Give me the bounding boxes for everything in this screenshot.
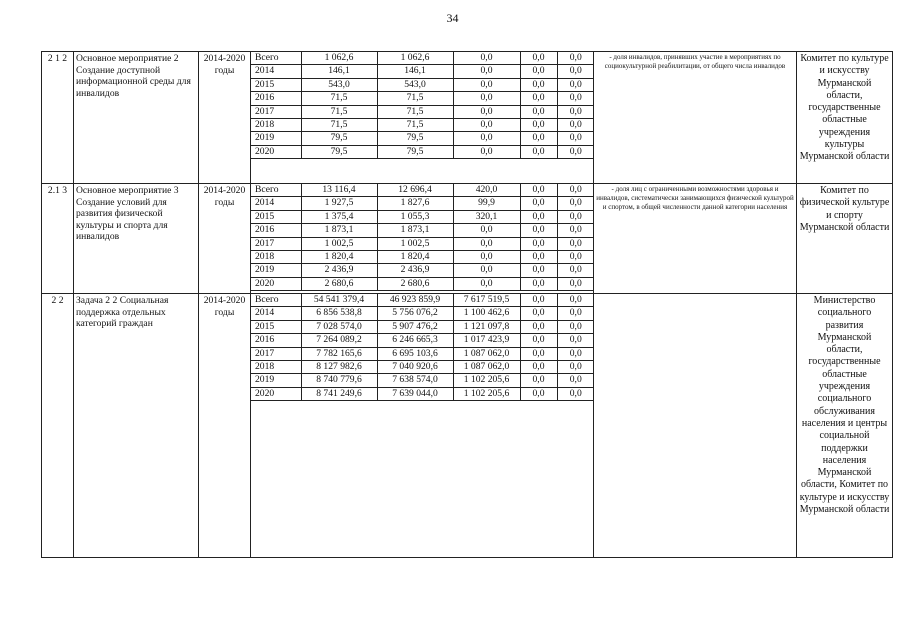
federal-budget-cell: 0,0 (453, 52, 520, 65)
section-code: 2 1 2 (42, 52, 74, 184)
indicator-text: - доля лиц с ограниченными возможностями здоровья и инвалидов, систематически занимающихся физической культурой и спортом, в общей численности данной категории населения (594, 184, 797, 294)
year-cell: 2016 (251, 334, 301, 347)
total-cell: 543,0 (301, 78, 377, 91)
section-code: 2 2 (42, 294, 74, 558)
total-cell: 6 856 538,8 (301, 307, 377, 320)
other-sources-cell: 0,0 (557, 119, 594, 132)
local-budget-cell: 0,0 (520, 105, 557, 118)
year-cell: Всего (251, 294, 301, 307)
section-period: 2014-2020 годы (199, 184, 251, 294)
local-budget-cell: 0,0 (520, 132, 557, 145)
financing-row (251, 224, 594, 237)
financing-row (251, 65, 594, 78)
regional-budget-cell: 1 820,4 (377, 251, 453, 264)
total-cell: 146,1 (301, 65, 377, 78)
federal-budget-cell: 420,0 (453, 184, 520, 197)
section-name: Задача 2 2 Социальная поддержка отдельных категорий граждан (74, 294, 199, 558)
local-budget-cell: 0,0 (520, 387, 557, 400)
federal-budget-cell: 1 102 205,6 (453, 387, 520, 400)
total-cell: 13 116,4 (301, 184, 377, 197)
federal-budget-cell: 99,9 (453, 197, 520, 210)
year-cell: 2015 (251, 320, 301, 333)
year-cell: 2018 (251, 119, 301, 132)
year-cell: 2019 (251, 132, 301, 145)
regional-budget-cell: 5 756 076,2 (377, 307, 453, 320)
local-budget-cell: 0,0 (520, 119, 557, 132)
local-budget-cell: 0,0 (520, 237, 557, 250)
regional-budget-cell: 71,5 (377, 119, 453, 132)
year-cell: 2014 (251, 307, 301, 320)
regional-budget-cell: 1 062,6 (377, 52, 453, 65)
financing-row (251, 387, 594, 400)
financing-table (251, 294, 594, 401)
local-budget-cell: 0,0 (520, 92, 557, 105)
year-cell: 2014 (251, 197, 301, 210)
other-sources-cell: 0,0 (557, 210, 594, 223)
federal-budget-cell: 0,0 (453, 105, 520, 118)
financing-cell (251, 294, 594, 558)
federal-budget-cell: 0,0 (453, 237, 520, 250)
regional-budget-cell: 46 923 859,9 (377, 294, 453, 307)
regional-budget-cell: 79,5 (377, 145, 453, 158)
year-cell: 2016 (251, 224, 301, 237)
executor-text: Комитет по культуре и искусству Мурманской области, государственные областные учреждения культуры Мурманской области (797, 52, 893, 184)
other-sources-cell: 0,0 (557, 224, 594, 237)
federal-budget-cell: 0,0 (453, 251, 520, 264)
other-sources-cell: 0,0 (557, 264, 594, 277)
financing-row (251, 237, 594, 250)
year-cell: Всего (251, 52, 301, 65)
other-sources-cell: 0,0 (557, 251, 594, 264)
financing-row (251, 119, 594, 132)
total-cell: 71,5 (301, 119, 377, 132)
year-cell: 2016 (251, 92, 301, 105)
financing-row (251, 197, 594, 210)
regional-budget-cell: 6 695 103,6 (377, 347, 453, 360)
total-cell: 79,5 (301, 132, 377, 145)
other-sources-cell: 0,0 (557, 294, 594, 307)
financing-row (251, 334, 594, 347)
regional-budget-cell: 2 436,9 (377, 264, 453, 277)
local-budget-cell: 0,0 (520, 78, 557, 91)
year-cell: Всего (251, 184, 301, 197)
local-budget-cell: 0,0 (520, 374, 557, 387)
total-cell: 1 820,4 (301, 251, 377, 264)
year-cell: 2018 (251, 251, 301, 264)
regional-budget-cell: 1 873,1 (377, 224, 453, 237)
local-budget-cell: 0,0 (520, 347, 557, 360)
federal-budget-cell: 1 087 062,0 (453, 347, 520, 360)
financing-row (251, 347, 594, 360)
federal-budget-cell: 0,0 (453, 224, 520, 237)
regional-budget-cell: 71,5 (377, 92, 453, 105)
local-budget-cell: 0,0 (520, 277, 557, 290)
financing-row (251, 294, 594, 307)
total-cell: 7 782 165,6 (301, 347, 377, 360)
federal-budget-cell: 0,0 (453, 132, 520, 145)
other-sources-cell: 0,0 (557, 92, 594, 105)
federal-budget-cell: 1 087 062,0 (453, 361, 520, 374)
program-table (41, 51, 893, 558)
local-budget-cell: 0,0 (520, 210, 557, 223)
federal-budget-cell: 0,0 (453, 145, 520, 158)
section-name: Основное мероприятие 3 Создание условий для развития физической культуры и спорта для инвалидов (74, 184, 199, 294)
regional-budget-cell: 7 040 920,6 (377, 361, 453, 374)
year-cell: 2019 (251, 264, 301, 277)
section-row (42, 294, 893, 558)
regional-budget-cell: 1 002,5 (377, 237, 453, 250)
year-cell: 2020 (251, 145, 301, 158)
other-sources-cell: 0,0 (557, 52, 594, 65)
total-cell: 1 062,6 (301, 52, 377, 65)
other-sources-cell: 0,0 (557, 277, 594, 290)
total-cell: 1 375,4 (301, 210, 377, 223)
section-period: 2014-2020 годы (199, 52, 251, 184)
total-cell: 2 436,9 (301, 264, 377, 277)
year-cell: 2015 (251, 78, 301, 91)
local-budget-cell: 0,0 (520, 184, 557, 197)
federal-budget-cell: 0,0 (453, 65, 520, 78)
total-cell: 2 680,6 (301, 277, 377, 290)
other-sources-cell: 0,0 (557, 334, 594, 347)
total-cell: 8 127 982,6 (301, 361, 377, 374)
year-cell: 2014 (251, 65, 301, 78)
federal-budget-cell: 320,1 (453, 210, 520, 223)
federal-budget-cell: 0,0 (453, 277, 520, 290)
other-sources-cell: 0,0 (557, 65, 594, 78)
regional-budget-cell: 1 827,6 (377, 197, 453, 210)
year-cell: 2018 (251, 361, 301, 374)
executor-text: Министерство социального развития Мурманской области, государственные областные учреждения социального обслуживания населения и центры социальной поддержки населения Мурманской области, Комитет по культуре и искусству Мурманской области (797, 294, 893, 558)
local-budget-cell: 0,0 (520, 361, 557, 374)
year-cell: 2017 (251, 105, 301, 118)
local-budget-cell: 0,0 (520, 264, 557, 277)
regional-budget-cell: 543,0 (377, 78, 453, 91)
regional-budget-cell: 7 638 574,0 (377, 374, 453, 387)
regional-budget-cell: 6 246 665,3 (377, 334, 453, 347)
year-cell: 2020 (251, 387, 301, 400)
local-budget-cell: 0,0 (520, 251, 557, 264)
total-cell: 8 740 779,6 (301, 374, 377, 387)
federal-budget-cell: 1 100 462,6 (453, 307, 520, 320)
federal-budget-cell: 7 617 519,5 (453, 294, 520, 307)
total-cell: 8 741 249,6 (301, 387, 377, 400)
other-sources-cell: 0,0 (557, 374, 594, 387)
federal-budget-cell: 1 102 205,6 (453, 374, 520, 387)
year-cell: 2020 (251, 277, 301, 290)
total-cell: 1 002,5 (301, 237, 377, 250)
section-name: Основное мероприятие 2 Создание доступной информационной среды для инвалидов (74, 52, 199, 184)
financing-row (251, 78, 594, 91)
other-sources-cell: 0,0 (557, 320, 594, 333)
indicator-text: - доля инвалидов, принявших участие в мероприятиях по социокультурной реабилитации, от общего числа инвалидов (594, 52, 797, 184)
financing-row (251, 264, 594, 277)
regional-budget-cell: 12 696,4 (377, 184, 453, 197)
federal-budget-cell: 1 017 423,9 (453, 334, 520, 347)
total-cell: 1 927,5 (301, 197, 377, 210)
other-sources-cell: 0,0 (557, 105, 594, 118)
financing-row (251, 145, 594, 158)
year-cell: 2017 (251, 347, 301, 360)
other-sources-cell: 0,0 (557, 237, 594, 250)
financing-row (251, 251, 594, 264)
total-cell: 71,5 (301, 105, 377, 118)
other-sources-cell: 0,0 (557, 307, 594, 320)
regional-budget-cell: 1 055,3 (377, 210, 453, 223)
financing-cell (251, 184, 594, 294)
other-sources-cell: 0,0 (557, 184, 594, 197)
year-cell: 2019 (251, 374, 301, 387)
local-budget-cell: 0,0 (520, 197, 557, 210)
indicator-text (594, 294, 797, 558)
regional-budget-cell: 79,5 (377, 132, 453, 145)
other-sources-cell: 0,0 (557, 361, 594, 374)
executor-text: Комитет по физической культуре и спорту Мурманской области (797, 184, 893, 294)
financing-row (251, 374, 594, 387)
federal-budget-cell: 0,0 (453, 119, 520, 132)
other-sources-cell: 0,0 (557, 387, 594, 400)
local-budget-cell: 0,0 (520, 294, 557, 307)
other-sources-cell: 0,0 (557, 132, 594, 145)
local-budget-cell: 0,0 (520, 334, 557, 347)
regional-budget-cell: 5 907 476,2 (377, 320, 453, 333)
section-row (42, 52, 893, 184)
total-cell: 7 264 089,2 (301, 334, 377, 347)
local-budget-cell: 0,0 (520, 65, 557, 78)
regional-budget-cell: 146,1 (377, 65, 453, 78)
local-budget-cell: 0,0 (520, 224, 557, 237)
federal-budget-cell: 0,0 (453, 264, 520, 277)
regional-budget-cell: 2 680,6 (377, 277, 453, 290)
other-sources-cell: 0,0 (557, 78, 594, 91)
financing-table (251, 184, 594, 291)
other-sources-cell: 0,0 (557, 145, 594, 158)
financing-row (251, 307, 594, 320)
total-cell: 7 028 574,0 (301, 320, 377, 333)
financing-row (251, 320, 594, 333)
financing-row (251, 184, 594, 197)
total-cell: 54 541 379,4 (301, 294, 377, 307)
financing-cell (251, 52, 594, 184)
local-budget-cell: 0,0 (520, 320, 557, 333)
year-cell: 2015 (251, 210, 301, 223)
total-cell: 79,5 (301, 145, 377, 158)
federal-budget-cell: 1 121 097,8 (453, 320, 520, 333)
local-budget-cell: 0,0 (520, 52, 557, 65)
regional-budget-cell: 7 639 044,0 (377, 387, 453, 400)
financing-table (251, 52, 594, 159)
other-sources-cell: 0,0 (557, 347, 594, 360)
total-cell: 1 873,1 (301, 224, 377, 237)
other-sources-cell: 0,0 (557, 197, 594, 210)
local-budget-cell: 0,0 (520, 307, 557, 320)
total-cell: 71,5 (301, 92, 377, 105)
financing-row (251, 132, 594, 145)
financing-row (251, 361, 594, 374)
year-cell: 2017 (251, 237, 301, 250)
financing-row (251, 92, 594, 105)
financing-row (251, 52, 594, 65)
regional-budget-cell: 71,5 (377, 105, 453, 118)
page-number: 34 (446, 11, 459, 25)
section-row (42, 184, 893, 294)
financing-row (251, 210, 594, 223)
federal-budget-cell: 0,0 (453, 92, 520, 105)
federal-budget-cell: 0,0 (453, 78, 520, 91)
financing-row (251, 277, 594, 290)
financing-row (251, 105, 594, 118)
section-period: 2014-2020 годы (199, 294, 251, 558)
local-budget-cell: 0,0 (520, 145, 557, 158)
section-code: 2.1 3 (42, 184, 74, 294)
